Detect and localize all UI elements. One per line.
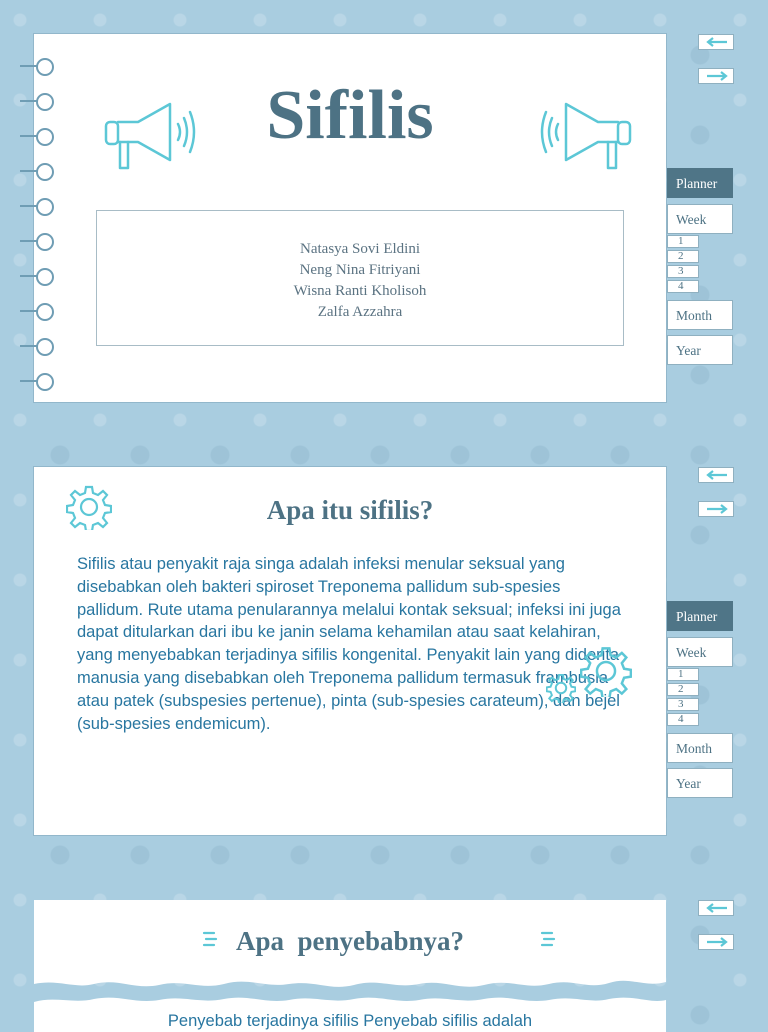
- author-name: Wisna Ranti Kholisoh: [293, 283, 427, 299]
- tab-year[interactable]: Year: [667, 335, 733, 365]
- arrow-right-icon: [705, 937, 729, 947]
- definition-slide: [34, 467, 666, 835]
- ring: [20, 338, 50, 354]
- ring: [20, 198, 50, 214]
- section-title: Apa itu sifilis?: [266, 495, 434, 525]
- week-number-tab[interactable]: 1: [667, 668, 699, 681]
- ring: [20, 163, 50, 179]
- arrow-right-icon: [705, 71, 729, 81]
- author-name: Zalfa Azzahra: [317, 304, 403, 320]
- prev-page-button[interactable]: [698, 900, 734, 916]
- arrow-left-icon: [705, 903, 729, 913]
- arrow-right-icon: [705, 504, 729, 514]
- ring: [20, 268, 50, 284]
- ring: [20, 233, 50, 249]
- tab-month[interactable]: Month: [667, 300, 733, 330]
- next-page-button[interactable]: [698, 934, 734, 950]
- authors-box: [96, 210, 624, 346]
- week-number-tab[interactable]: 3: [667, 265, 699, 278]
- next-page-button[interactable]: [698, 501, 734, 517]
- ring: [20, 303, 50, 319]
- gear-icon: [580, 645, 632, 697]
- week-number-tab[interactable]: 1: [667, 235, 699, 248]
- slide-title: Sifilis: [266, 77, 434, 154]
- prev-page-button[interactable]: [698, 34, 734, 50]
- ring: [20, 373, 50, 389]
- tab-planner[interactable]: Planner: [667, 168, 733, 198]
- tab-week[interactable]: Week: [667, 204, 733, 234]
- week-number-tab[interactable]: 3: [667, 698, 699, 711]
- arrow-left-icon: [705, 470, 729, 480]
- prev-page-button[interactable]: [698, 467, 734, 483]
- cause-slide: [34, 900, 666, 1030]
- section-title: Apa penyebabnya?: [235, 926, 465, 956]
- gear-icon: [546, 673, 576, 703]
- next-page-button[interactable]: [698, 68, 734, 84]
- ring: [20, 58, 50, 74]
- tab-planner[interactable]: Planner: [667, 601, 733, 631]
- tab-week[interactable]: Week: [667, 637, 733, 667]
- arrow-left-icon: [705, 37, 729, 47]
- week-number-tab[interactable]: 2: [667, 683, 699, 696]
- week-number-tab[interactable]: 4: [667, 280, 699, 293]
- author-name: Neng Nina Fitriyani: [299, 262, 421, 278]
- title-slide: [34, 34, 666, 402]
- body-paragraph: Penyebab terjadinya sifilis Penyebab sifilis adalah: [167, 1012, 533, 1030]
- tab-year[interactable]: Year: [667, 768, 733, 798]
- body-paragraph: Sifilis atau penyakit raja singa adalah infeksi menular seksual yang disebabkan oleh bakteri spiroset Treponema pallidum sub-spesies pallidum. Rute utama penularannya melalui kontak seksual; infeksi ini juga dapat ditularkan dari ibu ke janin selama kehamilan atau saat kelahiran, yang menyebabkan terjadinya sifilis kongenital. Penyakit lain yang diderita manusia yang disebabkan oleh Treponema pallidum termasuk frambusia atau patek (subspesies pertenue), pinta (sub-spesies carateum), dan bejel (sub-spesies endemicum).: [77, 555, 621, 733]
- author-name: Natasya Sovi Eldini: [300, 241, 420, 257]
- tab-month[interactable]: Month: [667, 733, 733, 763]
- week-number-tab[interactable]: 2: [667, 250, 699, 263]
- week-number-tab[interactable]: 4: [667, 713, 699, 726]
